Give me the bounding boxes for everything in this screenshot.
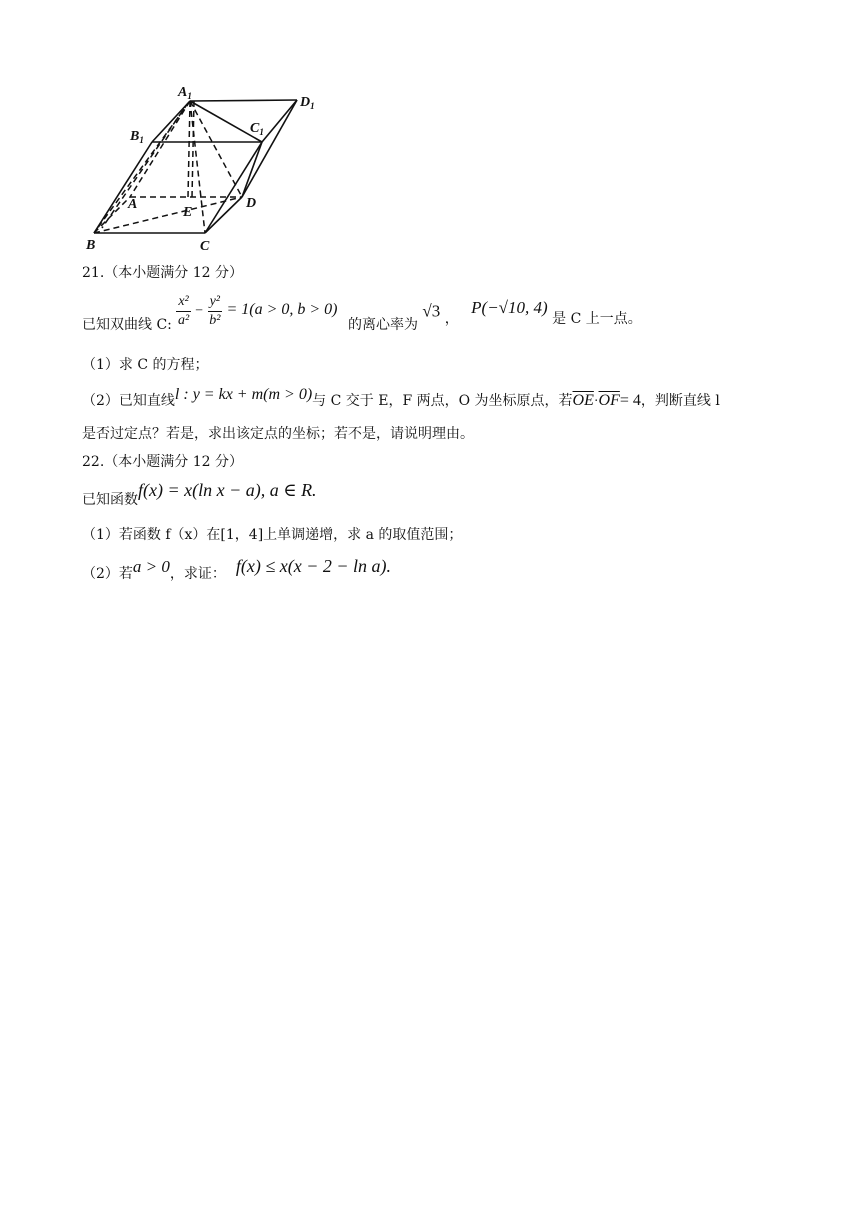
edge-d1-c1 xyxy=(262,100,297,142)
q22-intro-text: 已知函数 xyxy=(82,492,138,508)
function-definition: f(x) = x(ln x − a), a ∈ R. xyxy=(138,480,317,500)
q22-part1: （1）若函数 f（x）在[1，4]上单调递增，求 a 的取值范围； xyxy=(82,527,463,543)
q22-intro xyxy=(82,480,317,508)
vector-oe: $\overline{OE}$ xyxy=(572,392,594,409)
q21-header: 21.（本小题满分 12 分） xyxy=(82,265,243,281)
eccentricity-text: 的离心率为 xyxy=(347,316,418,333)
edge-d1-d xyxy=(242,100,297,197)
label-c1: $C_1$ xyxy=(250,121,264,137)
label-a1: $A_1$ xyxy=(178,85,192,101)
edge-c1-c xyxy=(205,142,262,233)
q21-part2-line2: 是否过定点？若是，求出该定点的坐标；若不是，请说明理由。 xyxy=(82,426,474,442)
dot-operator: · xyxy=(593,394,599,409)
q22-part2 xyxy=(82,556,392,582)
q21-intro-prefix: 已知双曲线 C: xyxy=(82,316,172,333)
q21-part2 xyxy=(82,386,720,410)
minus-sign: − xyxy=(195,303,204,319)
dash-a1-a xyxy=(130,101,190,197)
q21-part2-prefix: （2）已知直线 xyxy=(82,393,175,409)
vector-of: $\overline{OF}$ xyxy=(598,392,620,409)
label-a: A xyxy=(128,197,138,212)
label-d: D xyxy=(246,196,257,211)
q21-part2-end: ，判断直线 l xyxy=(640,393,720,409)
sqrt3-value: √3 xyxy=(422,301,441,321)
fraction-y2-b2: $\frac{\text{y²}}{\text{b²}}$ xyxy=(209,294,221,328)
dash-a1-b2 xyxy=(102,103,188,228)
q21-intro xyxy=(82,293,642,337)
label-b1: $B_1$ xyxy=(130,129,144,145)
inequality: f(x) ≤ x(x − 2 − ln a). xyxy=(235,556,392,576)
line-equation: l : y = kx + m(m > 0) xyxy=(174,386,313,403)
point-p: P(−√10, 4) xyxy=(471,297,548,317)
dash-a1-e xyxy=(188,101,190,197)
edge-b1-b xyxy=(94,142,152,233)
equals-4: = 4 xyxy=(619,392,641,409)
edge-a1-d1 xyxy=(190,100,297,101)
dash-b-a xyxy=(94,197,130,233)
q22-part2-prefix: （2）若 xyxy=(82,566,133,582)
q21-part1: （1）求 C 的方程； xyxy=(82,357,209,373)
fraction-x2-a2: $\frac{\text{x²}}{\text{a²}}$ xyxy=(177,294,190,328)
label-b: B xyxy=(86,238,96,253)
label-e: E xyxy=(183,205,193,220)
condition-a-positive: a > 0 xyxy=(132,557,170,576)
q21-intro-tail: 是 C 上一点。 xyxy=(552,310,642,327)
q22-header: 22.（本小题满分 12 分） xyxy=(82,454,243,470)
label-c: C xyxy=(200,239,210,254)
label-d1: $D_1$ xyxy=(300,95,315,111)
prism-figure xyxy=(82,80,332,256)
hyperbola-condition: = 1(a > 0, b > 0) xyxy=(226,300,338,318)
q22-part2-mid: ，求证： xyxy=(169,566,226,582)
q21-part2-mid: 与 C 交于 E，F 两点，O 为坐标原点，若 xyxy=(312,393,573,409)
comma: ， xyxy=(444,310,459,327)
